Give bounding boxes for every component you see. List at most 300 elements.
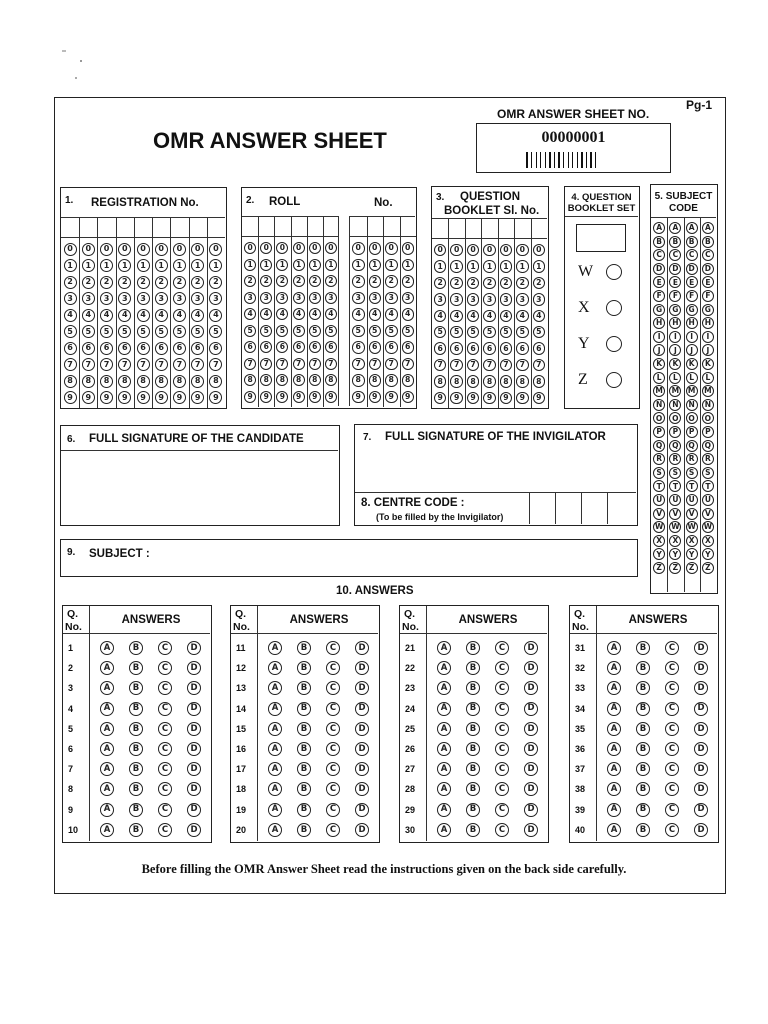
subject-code-bubble-i[interactable]: I	[669, 331, 681, 343]
booklet-sl-bubble-3[interactable]: 3	[467, 293, 479, 305]
booklet-sl-bubble-6[interactable]: 6	[434, 342, 446, 354]
subject-code-bubble-t[interactable]: T	[653, 480, 665, 492]
subject-code-bubble-f[interactable]: F	[669, 290, 681, 302]
registration-bubble-1[interactable]: 1	[64, 259, 77, 272]
answer-bubble-b[interactable]: B	[466, 661, 480, 675]
answer-bubble-d[interactable]: D	[694, 823, 708, 837]
answer-bubble-c[interactable]: C	[495, 823, 509, 837]
answer-bubble-c[interactable]: C	[326, 661, 340, 675]
subject-code-bubble-v[interactable]: V	[686, 508, 698, 520]
answer-bubble-a[interactable]: A	[100, 803, 114, 817]
roll-bubble-4[interactable]: 4	[352, 308, 365, 321]
subject-code-bubble-u[interactable]: U	[653, 494, 665, 506]
registration-bubble-6[interactable]: 6	[82, 342, 95, 355]
booklet-sl-bubble-0[interactable]: 0	[483, 244, 495, 256]
registration-bubble-3[interactable]: 3	[82, 292, 95, 305]
booklet-sl-bubble-2[interactable]: 2	[450, 277, 462, 289]
answer-bubble-c[interactable]: C	[326, 782, 340, 796]
subject-code-bubble-f[interactable]: F	[702, 290, 714, 302]
booklet-sl-bubble-1[interactable]: 1	[516, 260, 528, 272]
roll-bubble-8[interactable]: 8	[402, 374, 415, 387]
answer-bubble-c[interactable]: C	[326, 681, 340, 695]
answer-bubble-a[interactable]: A	[607, 661, 621, 675]
roll-bubble-7[interactable]: 7	[293, 358, 305, 370]
roll-bubble-8[interactable]: 8	[385, 374, 398, 387]
booklet-sl-bubble-5[interactable]: 5	[516, 326, 528, 338]
roll-bubble-2[interactable]: 2	[309, 275, 321, 287]
subject-code-bubble-q[interactable]: Q	[702, 440, 714, 452]
subject-code-bubble-z[interactable]: Z	[686, 562, 698, 574]
registration-bubble-7[interactable]: 7	[173, 358, 186, 371]
answer-bubble-a[interactable]: A	[607, 782, 621, 796]
roll-bubble-7[interactable]: 7	[402, 358, 415, 371]
booklet-sl-bubble-2[interactable]: 2	[500, 277, 512, 289]
booklet-sl-bubble-9[interactable]: 9	[450, 392, 462, 404]
booklet-sl-bubble-5[interactable]: 5	[483, 326, 495, 338]
subject-code-bubble-p[interactable]: P	[669, 426, 681, 438]
booklet-sl-bubble-8[interactable]: 8	[434, 375, 446, 387]
roll-bubble-5[interactable]: 5	[244, 325, 256, 337]
booklet-sl-entry-box-2[interactable]	[448, 219, 464, 238]
registration-bubble-7[interactable]: 7	[191, 358, 204, 371]
registration-bubble-8[interactable]: 8	[82, 375, 95, 388]
booklet-sl-bubble-1[interactable]: 1	[483, 260, 495, 272]
roll-entry-box-5[interactable]	[307, 217, 323, 236]
registration-bubble-4[interactable]: 4	[209, 309, 222, 322]
roll-bubble-6[interactable]: 6	[402, 341, 415, 354]
answer-bubble-c[interactable]: C	[665, 681, 679, 695]
subject-code-bubble-g[interactable]: G	[686, 304, 698, 316]
answer-bubble-c[interactable]: C	[495, 782, 509, 796]
subject-code-bubble-k[interactable]: K	[686, 358, 698, 370]
subject-code-bubble-r[interactable]: R	[669, 453, 681, 465]
roll-bubble-3[interactable]: 3	[293, 292, 305, 304]
subject-code-bubble-t[interactable]: T	[702, 480, 714, 492]
roll-bubble-9[interactable]: 9	[325, 391, 337, 403]
subject-code-bubble-o[interactable]: O	[702, 412, 714, 424]
answer-bubble-d[interactable]: D	[187, 702, 201, 716]
answer-bubble-c[interactable]: C	[495, 762, 509, 776]
registration-bubble-4[interactable]: 4	[155, 309, 168, 322]
answer-bubble-b[interactable]: B	[466, 722, 480, 736]
roll-bubble-1[interactable]: 1	[260, 259, 272, 271]
answer-bubble-d[interactable]: D	[524, 803, 538, 817]
roll-bubble-0[interactable]: 0	[385, 242, 398, 255]
registration-bubble-4[interactable]: 4	[82, 309, 95, 322]
answer-bubble-a[interactable]: A	[437, 722, 451, 736]
roll-bubble-6[interactable]: 6	[244, 341, 256, 353]
answer-bubble-d[interactable]: D	[187, 641, 201, 655]
answer-bubble-d[interactable]: D	[355, 803, 369, 817]
roll-bubble-5[interactable]: 5	[385, 325, 398, 338]
subject-code-bubble-l[interactable]: L	[686, 372, 698, 384]
answer-bubble-b[interactable]: B	[297, 681, 311, 695]
answer-bubble-a[interactable]: A	[437, 762, 451, 776]
registration-bubble-5[interactable]: 5	[209, 325, 222, 338]
registration-bubble-6[interactable]: 6	[118, 342, 131, 355]
subject-code-bubble-y[interactable]: Y	[702, 548, 714, 560]
roll-bubble-2[interactable]: 2	[352, 275, 365, 288]
subject-code-bubble-b[interactable]: B	[702, 236, 714, 248]
answer-bubble-b[interactable]: B	[636, 681, 650, 695]
answer-bubble-d[interactable]: D	[694, 641, 708, 655]
registration-entry-box-1[interactable]	[61, 218, 79, 237]
booklet-sl-bubble-6[interactable]: 6	[516, 342, 528, 354]
roll-bubble-1[interactable]: 1	[402, 259, 415, 272]
roll-entry-box-2[interactable]	[258, 217, 274, 236]
subject-code-bubble-j[interactable]: J	[686, 344, 698, 356]
registration-bubble-5[interactable]: 5	[64, 325, 77, 338]
answer-bubble-b[interactable]: B	[466, 762, 480, 776]
answer-bubble-c[interactable]: C	[158, 762, 172, 776]
subject-code-bubble-u[interactable]: U	[686, 494, 698, 506]
answer-bubble-a[interactable]: A	[100, 762, 114, 776]
roll-bubble-5[interactable]: 5	[260, 325, 272, 337]
subject-code-bubble-n[interactable]: N	[669, 399, 681, 411]
roll-bubble-5[interactable]: 5	[325, 325, 337, 337]
registration-bubble-8[interactable]: 8	[209, 375, 222, 388]
answer-bubble-a[interactable]: A	[100, 742, 114, 756]
registration-bubble-0[interactable]: 0	[118, 243, 131, 256]
answer-bubble-a[interactable]: A	[607, 742, 621, 756]
subject-code-bubble-g[interactable]: G	[702, 304, 714, 316]
answer-bubble-d[interactable]: D	[524, 823, 538, 837]
roll-bubble-1[interactable]: 1	[309, 259, 321, 271]
booklet-sl-bubble-4[interactable]: 4	[450, 310, 462, 322]
answer-bubble-a[interactable]: A	[268, 681, 282, 695]
subject-code-bubble-w[interactable]: W	[654, 522, 664, 532]
answer-bubble-b[interactable]: B	[466, 641, 480, 655]
subject-code-bubble-z[interactable]: Z	[669, 562, 681, 574]
roll-bubble-8[interactable]: 8	[352, 374, 365, 387]
subject-code-bubble-a[interactable]: A	[686, 222, 698, 234]
roll-bubble-4[interactable]: 4	[244, 308, 256, 320]
answer-bubble-d[interactable]: D	[355, 823, 369, 837]
registration-bubble-8[interactable]: 8	[118, 375, 131, 388]
registration-bubble-5[interactable]: 5	[100, 325, 113, 338]
answer-bubble-a[interactable]: A	[268, 702, 282, 716]
booklet-sl-bubble-5[interactable]: 5	[450, 326, 462, 338]
roll-entry-box-1[interactable]	[242, 217, 258, 236]
answer-bubble-a[interactable]: A	[268, 782, 282, 796]
subject-code-bubble-l[interactable]: L	[702, 372, 714, 384]
roll-bubble-6[interactable]: 6	[293, 341, 305, 353]
registration-bubble-8[interactable]: 8	[64, 375, 77, 388]
roll-bubble-3[interactable]: 3	[352, 292, 365, 305]
centre-code-digit-4[interactable]	[608, 493, 636, 524]
centre-code-digit-3[interactable]	[582, 493, 608, 524]
booklet-sl-bubble-6[interactable]: 6	[533, 342, 545, 354]
booklet-sl-bubble-5[interactable]: 5	[434, 326, 446, 338]
subject-code-bubble-n[interactable]: N	[686, 399, 698, 411]
answer-bubble-b[interactable]: B	[636, 762, 650, 776]
answer-bubble-c[interactable]: C	[326, 742, 340, 756]
roll-entry-box-4[interactable]	[291, 217, 307, 236]
registration-bubble-1[interactable]: 1	[137, 259, 150, 272]
subject-code-bubble-g[interactable]: G	[669, 304, 681, 316]
registration-bubble-8[interactable]: 8	[137, 375, 150, 388]
booklet-sl-bubble-3[interactable]: 3	[434, 293, 446, 305]
booklet-sl-bubble-2[interactable]: 2	[467, 277, 479, 289]
answer-bubble-b[interactable]: B	[297, 823, 311, 837]
subject-code-bubble-h[interactable]: H	[669, 317, 681, 329]
booklet-sl-bubble-9[interactable]: 9	[434, 392, 446, 404]
answer-bubble-d[interactable]: D	[355, 681, 369, 695]
booklet-sl-bubble-0[interactable]: 0	[500, 244, 512, 256]
booklet-sl-bubble-5[interactable]: 5	[533, 326, 545, 338]
answer-bubble-a[interactable]: A	[607, 681, 621, 695]
subject-code-bubble-k[interactable]: K	[669, 358, 681, 370]
registration-entry-box-4[interactable]	[116, 218, 134, 237]
subject-code-bubble-b[interactable]: B	[686, 236, 698, 248]
registration-entry-box-5[interactable]	[134, 218, 152, 237]
registration-bubble-5[interactable]: 5	[191, 325, 204, 338]
roll-bubble-2[interactable]: 2	[325, 275, 337, 287]
registration-bubble-3[interactable]: 3	[118, 292, 131, 305]
answer-bubble-b[interactable]: B	[297, 722, 311, 736]
roll-bubble-8[interactable]: 8	[244, 374, 256, 386]
roll-bubble-5[interactable]: 5	[309, 325, 321, 337]
answer-bubble-c[interactable]: C	[665, 661, 679, 675]
answer-bubble-a[interactable]: A	[268, 762, 282, 776]
roll-bubble-0[interactable]: 0	[309, 242, 321, 254]
registration-bubble-7[interactable]: 7	[64, 358, 77, 371]
registration-bubble-8[interactable]: 8	[155, 375, 168, 388]
answer-bubble-c[interactable]: C	[158, 681, 172, 695]
answer-bubble-a[interactable]: A	[437, 782, 451, 796]
booklet-sl-bubble-7[interactable]: 7	[500, 359, 512, 371]
answer-bubble-d[interactable]: D	[355, 782, 369, 796]
booklet-sl-entry-box-1[interactable]	[432, 219, 448, 238]
answer-bubble-c[interactable]: C	[158, 661, 172, 675]
registration-bubble-9[interactable]: 9	[209, 391, 222, 404]
answer-bubble-c[interactable]: C	[665, 823, 679, 837]
subject-code-bubble-e[interactable]: E	[702, 276, 714, 288]
roll-bubble-9[interactable]: 9	[385, 391, 398, 404]
answer-bubble-d[interactable]: D	[694, 803, 708, 817]
roll-bubble-8[interactable]: 8	[260, 374, 272, 386]
subject-code-bubble-s[interactable]: S	[702, 467, 714, 479]
subject-code-bubble-h[interactable]: H	[653, 317, 665, 329]
booklet-sl-bubble-3[interactable]: 3	[533, 293, 545, 305]
answer-bubble-b[interactable]: B	[636, 742, 650, 756]
subject-code-bubble-s[interactable]: S	[653, 467, 665, 479]
answer-bubble-a[interactable]: A	[100, 661, 114, 675]
subject-code-bubble-q[interactable]: Q	[653, 440, 665, 452]
booklet-sl-bubble-4[interactable]: 4	[516, 310, 528, 322]
subject-code-bubble-p[interactable]: P	[653, 426, 665, 438]
registration-bubble-4[interactable]: 4	[100, 309, 113, 322]
registration-entry-box-6[interactable]	[152, 218, 170, 237]
answer-bubble-a[interactable]: A	[268, 641, 282, 655]
invigilator-signature-field[interactable]	[355, 447, 636, 492]
answer-bubble-d[interactable]: D	[524, 742, 538, 756]
answer-bubble-b[interactable]: B	[636, 661, 650, 675]
answer-bubble-a[interactable]: A	[437, 803, 451, 817]
answer-bubble-d[interactable]: D	[355, 762, 369, 776]
answer-bubble-a[interactable]: A	[100, 782, 114, 796]
registration-bubble-7[interactable]: 7	[155, 358, 168, 371]
roll-bubble-0[interactable]: 0	[369, 242, 382, 255]
roll-bubble-6[interactable]: 6	[260, 341, 272, 353]
booklet-sl-bubble-9[interactable]: 9	[483, 392, 495, 404]
roll-entry-box-6[interactable]	[323, 217, 339, 236]
subject-code-bubble-x[interactable]: X	[686, 535, 698, 547]
answer-bubble-d[interactable]: D	[187, 661, 201, 675]
roll-bubble-0[interactable]: 0	[244, 242, 256, 254]
registration-bubble-9[interactable]: 9	[100, 391, 113, 404]
answer-bubble-c[interactable]: C	[495, 702, 509, 716]
answer-bubble-a[interactable]: A	[268, 823, 282, 837]
subject-code-bubble-b[interactable]: B	[669, 236, 681, 248]
booklet-sl-bubble-0[interactable]: 0	[434, 244, 446, 256]
registration-bubble-4[interactable]: 4	[173, 309, 186, 322]
subject-code-bubble-b[interactable]: B	[653, 236, 665, 248]
booklet-sl-bubble-2[interactable]: 2	[533, 277, 545, 289]
booklet-sl-bubble-2[interactable]: 2	[483, 277, 495, 289]
answer-bubble-c[interactable]: C	[495, 681, 509, 695]
answer-bubble-b[interactable]: B	[297, 803, 311, 817]
subject-code-bubble-z[interactable]: Z	[653, 562, 665, 574]
roll-bubble-2[interactable]: 2	[385, 275, 398, 288]
booklet-sl-bubble-9[interactable]: 9	[467, 392, 479, 404]
roll-bubble-9[interactable]: 9	[276, 391, 288, 403]
registration-bubble-2[interactable]: 2	[137, 276, 150, 289]
subject-code-bubble-f[interactable]: F	[686, 290, 698, 302]
registration-bubble-0[interactable]: 0	[82, 243, 95, 256]
registration-bubble-7[interactable]: 7	[209, 358, 222, 371]
answer-bubble-b[interactable]: B	[636, 702, 650, 716]
subject-code-bubble-u[interactable]: U	[702, 494, 714, 506]
roll-bubble-4[interactable]: 4	[325, 308, 337, 320]
subject-code-bubble-o[interactable]: O	[653, 412, 665, 424]
registration-bubble-9[interactable]: 9	[118, 391, 131, 404]
subject-code-bubble-n[interactable]: N	[653, 399, 665, 411]
registration-bubble-6[interactable]: 6	[191, 342, 204, 355]
registration-bubble-2[interactable]: 2	[173, 276, 186, 289]
subject-code-bubble-j[interactable]: J	[702, 344, 714, 356]
roll-bubble-0[interactable]: 0	[260, 242, 272, 254]
booklet-sl-bubble-9[interactable]: 9	[500, 392, 512, 404]
answer-bubble-d[interactable]: D	[524, 641, 538, 655]
roll-bubble-2[interactable]: 2	[260, 275, 272, 287]
answer-bubble-c[interactable]: C	[326, 803, 340, 817]
answer-bubble-d[interactable]: D	[694, 742, 708, 756]
roll-bubble-6[interactable]: 6	[385, 341, 398, 354]
subject-code-bubble-y[interactable]: Y	[669, 548, 681, 560]
answer-bubble-b[interactable]: B	[636, 722, 650, 736]
registration-bubble-3[interactable]: 3	[100, 292, 113, 305]
subject-field[interactable]	[161, 540, 635, 575]
answer-bubble-d[interactable]: D	[187, 803, 201, 817]
registration-entry-box-9[interactable]	[207, 218, 225, 237]
registration-bubble-1[interactable]: 1	[191, 259, 204, 272]
roll-bubble-9[interactable]: 9	[402, 391, 415, 404]
booklet-sl-bubble-8[interactable]: 8	[516, 375, 528, 387]
subject-code-bubble-v[interactable]: V	[669, 508, 681, 520]
roll-bubble-0[interactable]: 0	[276, 242, 288, 254]
roll-entry-box-3[interactable]	[274, 217, 290, 236]
booklet-sl-bubble-6[interactable]: 6	[483, 342, 495, 354]
roll-bubble-3[interactable]: 3	[244, 292, 256, 304]
answer-bubble-c[interactable]: C	[665, 782, 679, 796]
answer-bubble-b[interactable]: B	[129, 702, 143, 716]
subject-code-bubble-l[interactable]: L	[653, 372, 665, 384]
subject-code-bubble-h[interactable]: H	[686, 317, 698, 329]
roll-bubble-1[interactable]: 1	[244, 259, 256, 271]
registration-bubble-6[interactable]: 6	[137, 342, 150, 355]
booklet-sl-bubble-0[interactable]: 0	[533, 244, 545, 256]
booklet-set-code-box[interactable]	[576, 224, 626, 252]
registration-bubble-0[interactable]: 0	[100, 243, 113, 256]
registration-bubble-4[interactable]: 4	[64, 309, 77, 322]
answer-bubble-b[interactable]: B	[297, 661, 311, 675]
registration-bubble-9[interactable]: 9	[64, 391, 77, 404]
answer-bubble-b[interactable]: B	[466, 702, 480, 716]
answer-bubble-c[interactable]: C	[326, 722, 340, 736]
roll-bubble-7[interactable]: 7	[309, 358, 321, 370]
answer-bubble-c[interactable]: C	[158, 722, 172, 736]
registration-entry-box-7[interactable]	[170, 218, 188, 237]
roll-bubble-3[interactable]: 3	[369, 292, 382, 305]
subject-code-bubble-t[interactable]: T	[669, 480, 681, 492]
centre-code-digit-2[interactable]	[556, 493, 582, 524]
booklet-sl-bubble-9[interactable]: 9	[516, 392, 528, 404]
registration-entry-box-3[interactable]	[97, 218, 115, 237]
booklet-sl-bubble-0[interactable]: 0	[467, 244, 479, 256]
centre-code-digit-1[interactable]	[530, 493, 556, 524]
subject-code-bubble-m[interactable]: M	[653, 385, 665, 397]
subject-code-bubble-c[interactable]: C	[702, 249, 714, 261]
registration-bubble-1[interactable]: 1	[173, 259, 186, 272]
answer-bubble-d[interactable]: D	[524, 661, 538, 675]
answer-bubble-a[interactable]: A	[100, 641, 114, 655]
registration-bubble-0[interactable]: 0	[209, 243, 222, 256]
registration-bubble-8[interactable]: 8	[100, 375, 113, 388]
roll-bubble-1[interactable]: 1	[325, 259, 337, 271]
registration-bubble-7[interactable]: 7	[137, 358, 150, 371]
roll-bubble-7[interactable]: 7	[325, 358, 337, 370]
roll-bubble-0[interactable]: 0	[402, 242, 415, 255]
registration-bubble-2[interactable]: 2	[191, 276, 204, 289]
answer-bubble-d[interactable]: D	[187, 722, 201, 736]
roll-bubble-0[interactable]: 0	[325, 242, 337, 254]
roll-bubble-5[interactable]: 5	[402, 325, 415, 338]
booklet-sl-bubble-8[interactable]: 8	[450, 375, 462, 387]
answer-bubble-d[interactable]: D	[694, 782, 708, 796]
roll-bubble-4[interactable]: 4	[369, 308, 382, 321]
answer-bubble-b[interactable]: B	[129, 722, 143, 736]
subject-code-bubble-c[interactable]: C	[686, 249, 698, 261]
registration-bubble-1[interactable]: 1	[82, 259, 95, 272]
subject-code-bubble-p[interactable]: P	[702, 426, 714, 438]
registration-bubble-6[interactable]: 6	[100, 342, 113, 355]
registration-bubble-1[interactable]: 1	[155, 259, 168, 272]
registration-bubble-7[interactable]: 7	[100, 358, 113, 371]
answer-bubble-d[interactable]: D	[524, 681, 538, 695]
subject-code-bubble-k[interactable]: K	[702, 358, 714, 370]
registration-bubble-0[interactable]: 0	[137, 243, 150, 256]
roll-bubble-9[interactable]: 9	[293, 391, 305, 403]
roll-bubble-8[interactable]: 8	[276, 374, 288, 386]
roll-bubble-9[interactable]: 9	[260, 391, 272, 403]
booklet-sl-bubble-5[interactable]: 5	[467, 326, 479, 338]
answer-bubble-b[interactable]: B	[129, 782, 143, 796]
booklet-sl-bubble-6[interactable]: 6	[467, 342, 479, 354]
registration-bubble-2[interactable]: 2	[209, 276, 222, 289]
answer-bubble-b[interactable]: B	[636, 803, 650, 817]
answer-bubble-b[interactable]: B	[129, 681, 143, 695]
